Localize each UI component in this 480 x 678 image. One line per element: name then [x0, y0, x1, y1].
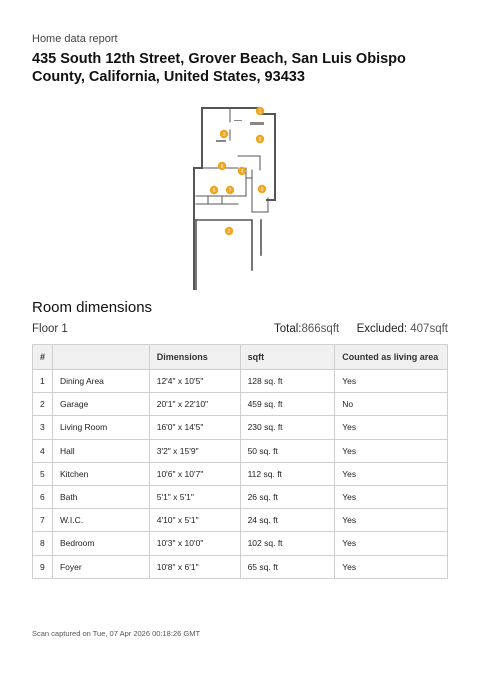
cell-living-area: Yes — [335, 439, 448, 462]
room-marker-1-label: 1 — [258, 108, 262, 115]
excluded-value: 407sqft — [410, 323, 448, 335]
total-area — [274, 323, 339, 335]
cell-sqft: 112 sq. ft — [240, 462, 335, 485]
cell-sqft: 50 sq. ft — [240, 439, 335, 462]
table-row — [33, 393, 448, 416]
cell-dimensions: 10'3" x 10'0" — [149, 532, 240, 555]
floor-plan-diagram — [190, 100, 290, 290]
cell-sqft: 459 sq. ft — [240, 393, 335, 416]
table-row — [33, 485, 448, 508]
cell-living-area: Yes — [335, 532, 448, 555]
cell-dimensions: 12'4" x 10'5" — [149, 370, 240, 393]
cell-room: Hall — [52, 439, 149, 462]
room-marker-2-label: 2 — [227, 228, 231, 235]
cell-sqft: 65 sq. ft — [240, 555, 335, 578]
cell-number: 1 — [33, 370, 53, 393]
section-title: Room dimensions — [32, 299, 153, 316]
column-header-dimensions: Dimensions — [149, 345, 240, 370]
cell-dimensions: 4'10" x 5'1" — [149, 509, 240, 532]
cell-number: 7 — [33, 509, 53, 532]
table-row — [33, 416, 448, 439]
total-label: Total: — [274, 323, 302, 335]
table-row — [33, 509, 448, 532]
excluded-area — [357, 323, 448, 335]
room-marker-3-label: 3 — [222, 131, 226, 138]
cell-dimensions: 16'0" x 14'5" — [149, 416, 240, 439]
room-marker-5-label: 5 — [258, 136, 262, 143]
cell-living-area: Yes — [335, 462, 448, 485]
report-label: Home data report — [32, 33, 118, 45]
cell-number: 6 — [33, 485, 53, 508]
total-value: 866sqft — [301, 323, 340, 335]
room-dimensions-table — [32, 344, 448, 579]
cell-room: Kitchen — [52, 462, 149, 485]
cell-sqft: 102 sq. ft — [240, 532, 335, 555]
room-marker-8-label: 8 — [220, 163, 224, 170]
cell-room: Bath — [52, 485, 149, 508]
room-marker-9-label: 9 — [260, 186, 264, 193]
table-row — [33, 439, 448, 462]
column-header-room — [52, 345, 149, 370]
cell-sqft: 128 sq. ft — [240, 370, 335, 393]
cell-dimensions: 10'8" x 6'1" — [149, 555, 240, 578]
cell-dimensions: 20'1" x 22'10" — [149, 393, 240, 416]
cell-number: 9 — [33, 555, 53, 578]
column-header-sqft: sqft — [240, 345, 335, 370]
cell-number: 3 — [33, 416, 53, 439]
cell-number: 8 — [33, 532, 53, 555]
floor-summary — [32, 323, 448, 337]
cell-room: Bedroom — [52, 532, 149, 555]
room-marker-6-label: 6 — [212, 187, 216, 194]
room-marker-4-label: 4 — [240, 168, 244, 175]
cell-dimensions: 10'6" x 10'7" — [149, 462, 240, 485]
column-header-number: # — [33, 345, 53, 370]
cell-living-area: Yes — [335, 555, 448, 578]
table-row — [33, 462, 448, 485]
cell-living-area: No — [335, 393, 448, 416]
excluded-label: Excluded: — [356, 323, 411, 335]
cell-room: Foyer — [52, 555, 149, 578]
cell-living-area: Yes — [335, 485, 448, 508]
cell-number: 2 — [33, 393, 53, 416]
cell-room: Garage — [52, 393, 149, 416]
cell-living-area: Yes — [335, 509, 448, 532]
floor-plan-markers — [210, 107, 266, 235]
cell-sqft: 24 sq. ft — [240, 509, 335, 532]
cell-living-area: Yes — [335, 370, 448, 393]
table-row — [33, 532, 448, 555]
table-row — [33, 370, 448, 393]
column-header-living-area: Counted as living area — [335, 345, 448, 370]
cell-sqft: 26 sq. ft — [240, 485, 335, 508]
cell-room: Dining Area — [52, 370, 149, 393]
floor-label: Floor 1 — [32, 323, 68, 335]
cell-number: 4 — [33, 439, 53, 462]
cell-dimensions: 5'1" x 5'1" — [149, 485, 240, 508]
scan-timestamp: Scan captured on Tue, 07 Apr 2026 00:18:26 GMT — [32, 629, 201, 638]
cell-living-area: Yes — [335, 416, 448, 439]
property-address: 435 South 12th Street, Grover Beach, San Luis Obispo County, California, United States, 93433 — [32, 51, 406, 85]
table-header-row — [33, 345, 448, 370]
table-row — [33, 555, 448, 578]
cell-room: Living Room — [52, 416, 149, 439]
cell-room: W.I.C. — [52, 509, 149, 532]
cell-number: 5 — [33, 462, 53, 485]
room-marker-7-label: 7 — [228, 187, 232, 194]
cell-sqft: 230 sq. ft — [240, 416, 335, 439]
cell-dimensions: 3'2" x 15'9" — [149, 439, 240, 462]
